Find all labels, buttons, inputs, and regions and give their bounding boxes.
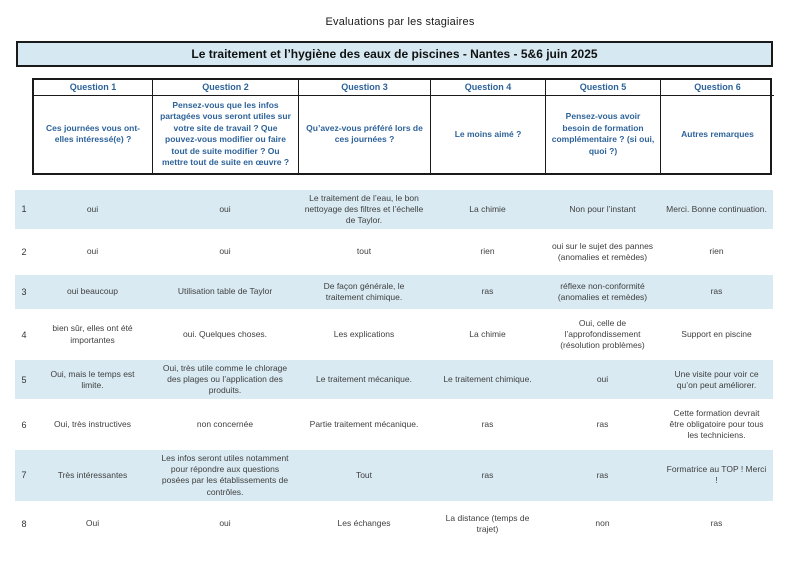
answer-cell: non concernée	[196, 419, 254, 430]
answer-cell: Utilisation table de Taylor	[177, 286, 273, 297]
answer-cell: rien	[709, 246, 724, 257]
answer-cell: ras	[596, 469, 609, 480]
answer-cell: Le traitement chimique.	[443, 374, 532, 385]
answer-cell: Le traitement de l’eau, le bon nettoyage des filtres et l’échelle de Taylor.	[304, 192, 424, 225]
table-row	[15, 405, 773, 444]
answer-cell: oui	[86, 203, 99, 214]
answer-cell: Tout	[355, 469, 373, 480]
answer-cell: Les échanges	[337, 518, 391, 529]
answer-cell: oui	[219, 246, 231, 257]
answer-cell: oui sur le sujet des pannes (anomalies et remèdes)	[551, 240, 654, 262]
column-header-question-1: Question 1	[34, 80, 153, 96]
table-row	[15, 507, 773, 541]
answer-cell: Oui, celle de l’approfondissement (résolution problèmes)	[560, 317, 645, 351]
evaluation-sheet	[0, 16, 800, 581]
answer-cell: rien	[480, 246, 495, 257]
page-title: Evaluations par les stagiaires	[325, 16, 475, 28]
answer-cell: ras	[481, 469, 494, 480]
row-number: 5	[21, 374, 27, 385]
answer-cell: réflexe non-conformité (anomalies et remèdes)	[557, 280, 648, 302]
answer-cell: De façon générale, le traitement chimique.	[323, 280, 405, 302]
row-number: 2	[21, 246, 27, 257]
answer-cell: tout	[356, 246, 372, 257]
column-header-question-2: Question 2	[153, 80, 299, 96]
answer-cell: oui	[86, 246, 99, 257]
answer-cell: Les explications	[333, 329, 395, 339]
answer-cell: Les infos seront utiles notamment pour répondre aux questions posées par les établissements de contrôles.	[161, 453, 289, 497]
answer-cell: Merci. Bonne continuation.	[666, 203, 767, 214]
column-question-text-5: Pensez-vous avoir besoin de formation complémentaire ? (si oui, quoi ?)	[546, 96, 661, 173]
answer-cell: Une visite pour voir ce qu’on peut améliorer.	[674, 368, 759, 390]
row-number: 7	[21, 470, 27, 481]
answer-cell: non	[595, 518, 610, 529]
answer-cell: Formatrice au TOP ! Merci !	[666, 464, 767, 486]
column-question-text-4: Le moins aimé ?	[431, 96, 546, 173]
questions-header-table	[32, 78, 772, 175]
answer-cell: Oui, mais le temps est limite.	[50, 368, 135, 390]
answer-cell: La chimie	[469, 329, 506, 339]
answer-cell: Partie traitement mécanique.	[309, 419, 419, 430]
table-row	[15, 360, 773, 399]
column-question-text-1: Ces journées vous ont-elles intéressé(e) ?	[34, 96, 153, 173]
table-row	[15, 275, 773, 309]
answer-cell: Très intéressantes	[57, 469, 128, 480]
column-header-question-4: Question 4	[431, 80, 546, 96]
column-header-question-3: Question 3	[299, 80, 431, 96]
session-banner	[16, 41, 773, 67]
answer-cell: Support en piscine	[681, 329, 752, 339]
column-question-text-3: Qu’avez-vous préféré lors de ces journées ?	[299, 96, 431, 173]
answer-cell: ras	[596, 419, 609, 430]
answer-cell: oui	[219, 518, 231, 529]
column-question-text-2: Pensez-vous que les infos partagées vous seront utiles sur votre site de travail ? Que pouvez-vous modifier ou faire tout de suite modifier ? Ou mettre tout de suite en œuvre ?	[153, 96, 299, 173]
answer-cell: oui. Quelques choses.	[182, 329, 268, 339]
answer-cell: Oui, très utile comme le chlorage des plages ou l’application des produits.	[162, 363, 288, 396]
row-number: 8	[21, 518, 27, 529]
row-number: 3	[21, 286, 27, 297]
answer-cell: La chimie	[469, 203, 506, 214]
answer-cell: Non pour l’instant	[569, 203, 636, 214]
column-header-question-6: Question 6	[661, 80, 774, 96]
row-number: 6	[21, 419, 27, 430]
answer-cell: Le traitement mécanique.	[316, 374, 412, 385]
answer-cell: La distance (temps de trajet)	[445, 512, 530, 534]
answer-cell: oui	[219, 203, 231, 214]
session-banner-text: Le traitement et l’hygiène des eaux de piscines - Nantes - 5&6 juin 2025	[191, 47, 598, 61]
answer-cell: Oui	[85, 518, 100, 529]
evaluation-rows	[15, 190, 773, 541]
row-number: 1	[21, 204, 27, 215]
answer-cell: bien sûr, elles ont été importantes	[52, 323, 133, 345]
row-number: 4	[21, 329, 27, 340]
answer-cell: ras	[710, 286, 723, 297]
table-row	[15, 235, 773, 269]
answer-cell: ras	[481, 286, 494, 297]
column-question-text-6: Autres remarques	[681, 128, 754, 139]
table-row	[15, 190, 773, 229]
answer-cell: oui beaucoup	[66, 286, 119, 297]
answer-cell: oui	[596, 374, 609, 385]
answer-cell: ras	[481, 419, 494, 430]
answer-cell: Oui, très instructives	[54, 419, 131, 430]
answer-cell: Cette formation devrait être obligatoire pour tous les techniciens.	[669, 408, 764, 441]
table-row	[15, 315, 773, 354]
answer-cell: ras	[710, 518, 723, 529]
table-row	[15, 450, 773, 500]
column-header-question-5: Question 5	[546, 80, 661, 96]
